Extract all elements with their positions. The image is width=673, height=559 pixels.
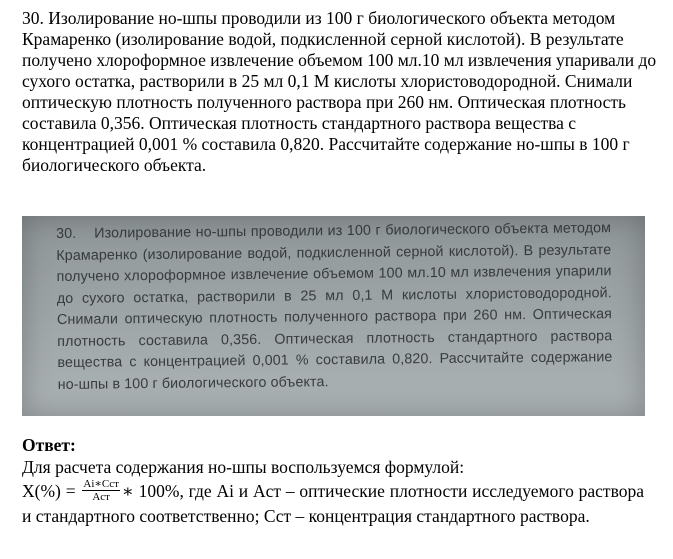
photo-problem-number: 30.	[56, 225, 77, 242]
formula-denominator: Aст	[92, 491, 110, 504]
photo-problem-text	[56, 218, 613, 396]
answer-heading: Ответ:	[22, 435, 76, 455]
problem-text: 30. Изолирование но-шпы проводили из 100 г биологического объекта методом Крамаренко (изолирование водой, подкисленной серной кислотой). В результате получено хлороформное извлечение объемом 100 мл.10 мл извлечения упаривали до сухого остатка, растворили в 25 мл 0,1 М кислоты хлористоводородной. Снимали оптическую плотность полученного раствора при 260 нм. Оптическая плотность составила 0,356. Оптическая плотность стандартного раствора вещества с концентрацией 0,001 % составила 0,820. Рассчитайте содержание но-шпы в 100 г биологического объекта.	[22, 8, 657, 175]
formula-rhs: ∗ 100%, где Ai и Aст – оптические плотности исследуемого раствора и стандартного соответственно; Сст – концентрация стандартного раствора.	[22, 481, 644, 527]
problem-photo	[22, 216, 645, 416]
formula-lhs: X(%) =	[22, 481, 81, 501]
formula-paragraph	[22, 480, 644, 528]
formula-numerator: Ai∗Cст	[83, 478, 119, 491]
answer-intro: Для расчета содержания но-шпы воспользуемся формулой:	[22, 457, 465, 477]
formula-fraction	[82, 478, 120, 503]
photo-problem-body: Изолирование но-шпы проводили из 100 г биологического объекта методом Крамаренко (изолирование водой, подкисленной серной кислотой). В результате получено хлороформное извлечение объемом 100 мл.10 мл извлечения упарили до сухого остатка, растворили в 25 мл 0,1 М кислоты хлористоводородной. Снимали оптическую плотность полученного раствора при 260 нм. Оптическая плотность составила 0,356. Оптическая плотность стандартного раствора вещества с концентрацией 0,001 % составила 0,820. Рассчитайте содержание но-шпы в 100 г биологического объекта.	[56, 220, 613, 393]
